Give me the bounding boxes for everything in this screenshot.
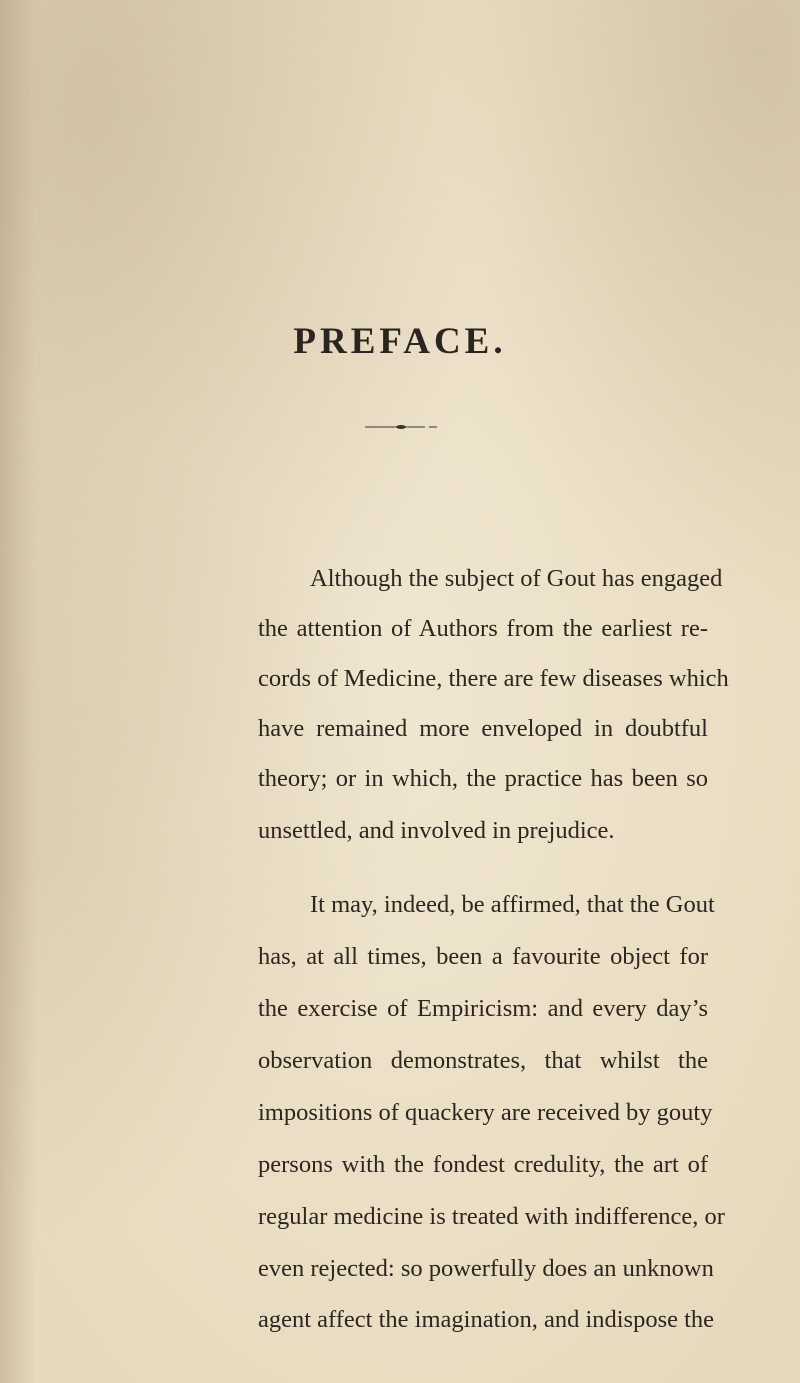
text-line: persons with the fondest credulity, the art of [258,1151,708,1178]
text-line: the attention of Authors from the earliest re- [258,615,708,642]
text-line: the exercise of Empiricism: and every day’s [258,995,708,1022]
text-line: impositions of quackery are received by gouty [258,1099,713,1126]
text-line: It may, indeed, be affirmed, that the Gout [310,891,715,918]
page-title: PREFACE. [293,321,507,362]
page-edge-shadow [0,0,36,1383]
text-line: unsettled, and involved in prejudice. [258,817,615,844]
decorative-rule [365,423,437,431]
text-line: even rejected: so powerfully does an unknown [258,1255,714,1282]
text-line: agent affect the imagination, and indispose the [258,1306,715,1333]
text-line: theory; or in which, the practice has been so [258,765,708,792]
text-line: Although the subject of Gout has engaged [310,565,723,592]
text-line: observation demonstrates, that whilst the [258,1047,708,1074]
text-line: cords of Medicine, there are few diseases which [258,665,729,692]
text-line: regular medicine is treated with indifference, or [258,1203,725,1230]
text-line: have remained more enveloped in doubtful [258,715,708,742]
text-line: has, at all times, been a favourite object for [258,943,708,970]
